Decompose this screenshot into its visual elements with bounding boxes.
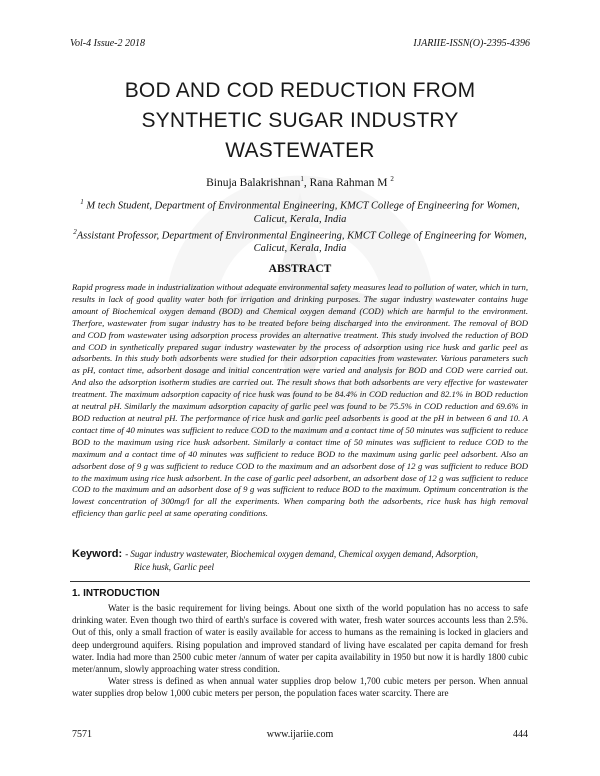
footer-page-number: 444 [513,729,528,740]
header-issn: IJARIIE-ISSN(O)-2395-4396 [413,38,530,49]
author-list [60,175,540,189]
abstract-text: Rapid progress made in industrialization without adequate environmental safety measures lead to pollution of water, which in turn, results in lack of good quality water both for irrigation and drinking purposes. The sugar industry wastewater contains huge amount of Biochemical oxygen demand (BOD) and Chemical oxygen demand (COD) which are harmful to the environment. Therfore, wastewater from sugar industry has to be treated before being discharged into the environment. The removal of BOD and COD from wastewater using adsorption process provides an alternative treatment. This study involved the reduction of BOD and COD in synthetically prepared sugar industry wastewater by the process of adsorption using rice husk and garlic peel as adsorbents. In this study both adsorbents were studied for their adsorption capacities from wastewater. Various parameters such as pH, contact time, adsorbent dosage and initial concentration were varied and analysis for BOD and COD were carried out. And also the adsorption isotherm studies are carried out. The result shows that both adsorbents are very effective for wastewater treatment. The maximum adsorption capacity of rice husk was found to be 84.4% in COD reduction and 82.1% in BOD reduction at neutral pH. Similarly the maximum adsorption capacity of garlic peel was found to be 75.5% in COD reduction and 69.6% in BOD reduction at neutral pH. The performance of rice husk and garlic peel adsorbents is good at the pH in between 6 and 10. A contact time of 40 minutes was sufficient to reduce COD to the maximum and a contact time of 50 minutes was sufficient to reduce BOD to the maximum using rice husk adsorbent. Similarly a contact time of 50 minutes was sufficient to reduce COD to the maximum and a contact time of 40 minutes was sufficient to reduce BOD to the maximum using garlic peel adsorbent. Also an adsorbent dose of 9 g was sufficient to reduce COD to the maximum and an adsorbent dose of 12 g was sufficient to reduce BOD to the maximum using rice husk adsorbent. In the case of garlic peel adsorbent, an adsorbent dose of 12 g was sufficient to reduce COD to the maximum and an adsorbent dose of 9 g was sufficient to reduce BOD to the maximum. Optimum concentration is the lowest concentration of 300mg/l for all the experiments. When comparing both the adsorbents, rice husk has high removal efficiency than garlic peel at same operating conditions. [72,282,528,519]
abstract-heading: ABSTRACT [268,263,332,275]
title-line: BOD AND COD REDUCTION FROM [124,79,476,102]
keyword-label: Keyword: [72,548,126,560]
section-divider [70,581,530,582]
introduction-body [72,602,528,700]
footer-page-id: 7571 [72,729,92,740]
keywords [72,548,528,573]
author-separator: , [303,176,310,189]
keyword-list: - Sugar industry wastewater, Biochemical oxygen demand, Chemical oxygen demand, Adsorption, [125,549,478,559]
affiliation: $^1$ M tech Student, Department of Environmental Engineering, KMCT College of Engineering for Women, Calicut, Kerala, India [80,198,520,225]
title-line: SYNTHETIC SUGAR INDUSTRY [141,109,459,132]
section-heading-introduction: 1. INTRODUCTION [72,588,160,599]
footer-website[interactable]: www.ijariie.com [266,729,334,740]
paper-title [60,76,540,166]
title-line: WASTEWATER [225,139,375,162]
author-name: Rana Rahman M [309,176,391,189]
affil-marker: 2 [73,227,77,236]
affil-marker: 1 [80,198,84,206]
affiliations [70,196,530,255]
author-name: Binuja Balakrishnan [206,176,301,189]
paragraph: Water is the basic requirement for living beings. About one sixth of the world population has no access to safe drinking water. Even though two third of earth's surface is covered with water, fresh water sources accounts less than 2.5%. Out of this, only a small fraction of water is easily available for access to humans as the remaining is locked in glaciers and deep underground aquifers. Rising population and improved standard of living have escalated per capita demand for fresh water. India had more than 2500 cubic meter /annum of water per capita availability in 1950 but now it is hardly 1800 cubic meter/annum, slowly approaching water stress condition. [72,603,528,675]
keyword-list-cont: Rice husk, Garlic peel [134,561,214,572]
author-affil-marker: 1 [300,175,304,183]
affiliation: $^2$Assistant Professor, Department of Environmental Engineering, KMCT College of Engineering for Women, Calicut, Kerala, India [73,227,527,254]
paragraph: Water stress is defined as when annual water supplies drop below 1,700 cubic meters per person. When annual water supplies drop below 1,000 cubic meters per person, the population faces water scarcity. There are [72,676,528,699]
header-volume: Vol-4 Issue-2 2018 [70,38,145,49]
author-affil-marker: 2 [390,175,394,183]
